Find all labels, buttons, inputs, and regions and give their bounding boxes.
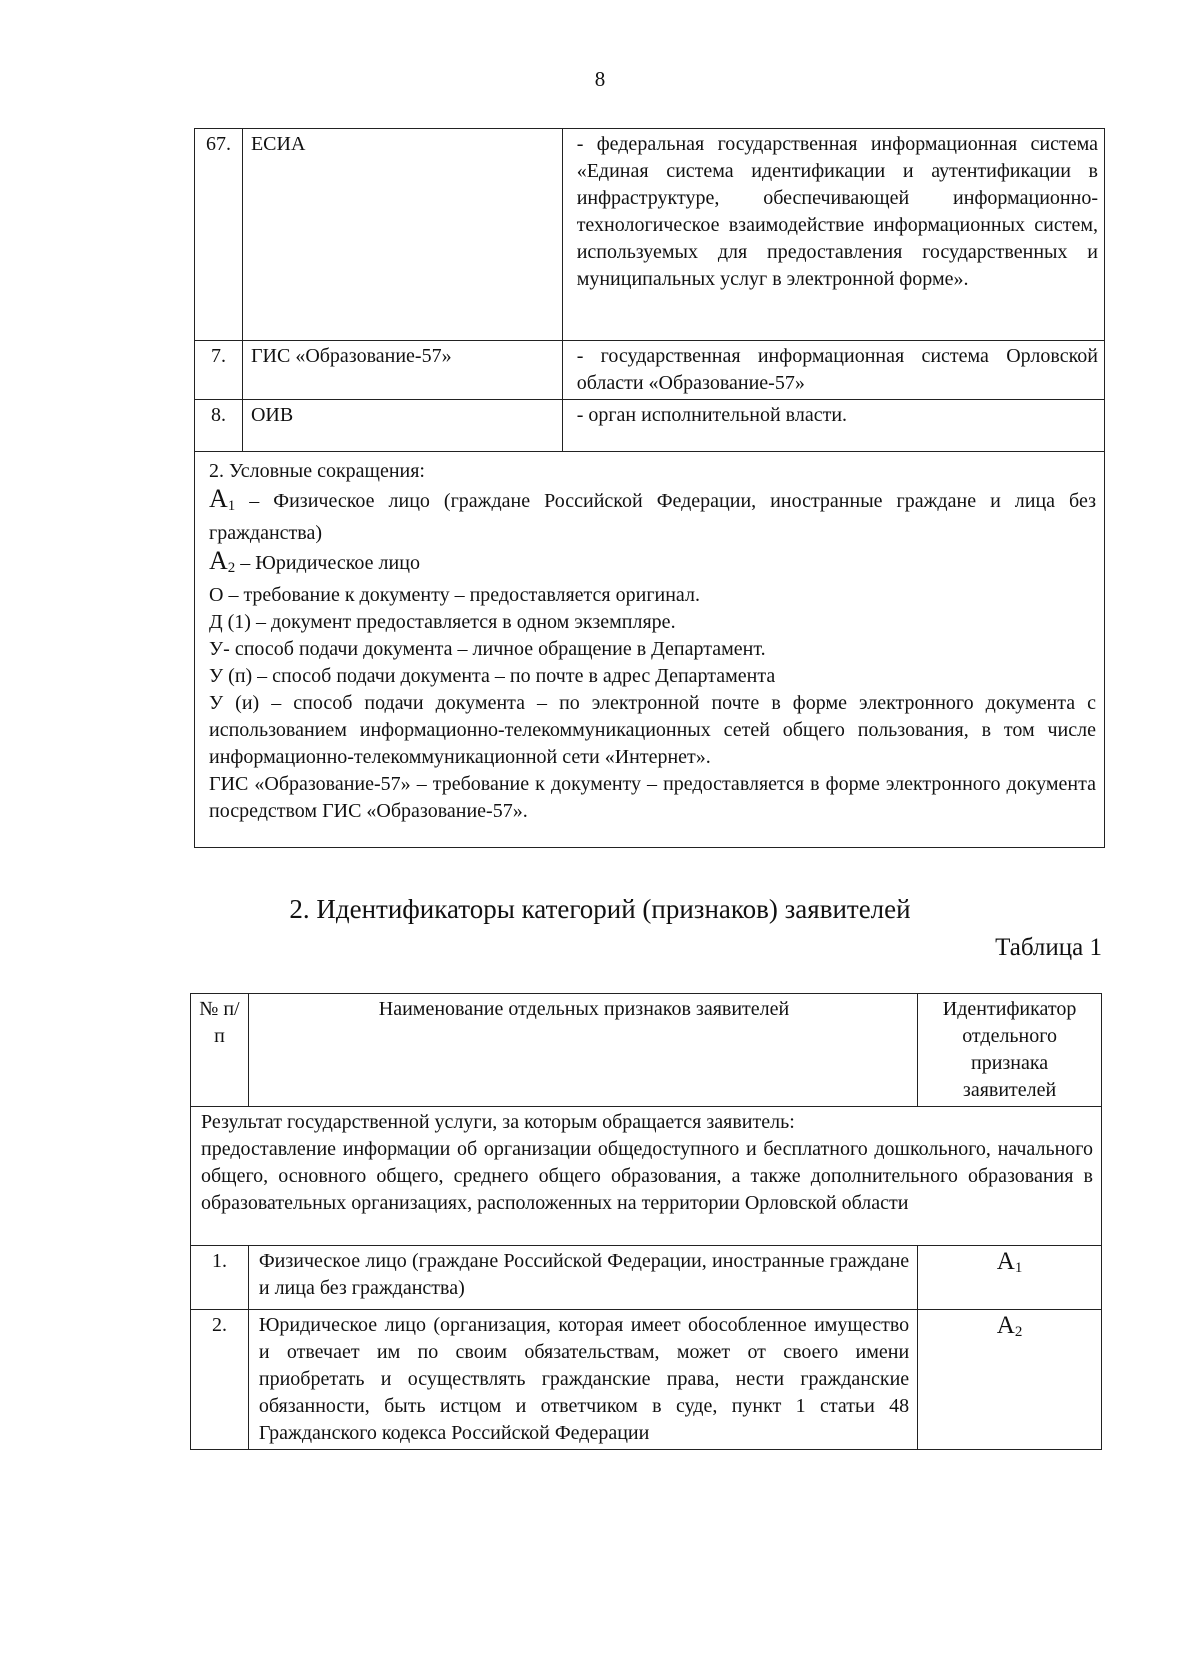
service-result-label: Результат государственной услуги, за которым обращается заявитель: bbox=[201, 1111, 795, 1133]
abbreviation-definition: - орган исполнительной власти. bbox=[562, 400, 1104, 452]
notes-heading: 2. Условные сокращения: bbox=[209, 460, 425, 482]
section-title: 2. Идентификаторы категорий (признаков) заявителей bbox=[289, 894, 911, 924]
code-letter: А bbox=[209, 546, 228, 575]
table-row bbox=[195, 341, 1105, 400]
note-line: ГИС «Образование-57» – требование к документу – предоставляется в форме электронного документа посредством ГИС «Образование-57». bbox=[209, 773, 1096, 822]
row-number: 7. bbox=[195, 341, 243, 400]
abbreviation-definition: - федеральная государственная информационная система «Единая система идентификации и аутентификации в инфраструктуре, обеспечивающей информационно-технологическое взаимодействие информационных систем, используемых для предоставления государственных и муниципальных услуг в электронной форме». bbox=[562, 129, 1104, 341]
category-identifier bbox=[918, 1310, 1102, 1450]
row-number: 67. bbox=[195, 129, 243, 341]
note-a2 bbox=[209, 547, 1096, 582]
note-a1 bbox=[209, 485, 1096, 547]
row-number: 2. bbox=[191, 1310, 249, 1450]
code-letter: А bbox=[996, 1312, 1015, 1339]
table-row bbox=[195, 400, 1105, 452]
note-text: – Физическое лицо (граждане Российской Федерации, иностранные граждане и лица без гражданства) bbox=[209, 490, 1096, 544]
row-number: 8. bbox=[195, 400, 243, 452]
service-result bbox=[191, 1107, 1102, 1246]
header-num: № п/п bbox=[191, 994, 249, 1107]
abbreviation-term: ЕСИА bbox=[242, 129, 562, 341]
code-subscript: 2 bbox=[1014, 1324, 1023, 1340]
abbreviation-notes bbox=[195, 452, 1105, 848]
note-line: Д (1) – документ предоставляется в одном экземпляре. bbox=[209, 611, 676, 633]
table-caption: Таблица 1 bbox=[995, 934, 1102, 961]
note-line: О – требование к документу – предоставляется оригинал. bbox=[209, 584, 700, 606]
note-line: У (п) – способ подачи документа – по почте в адрес Департамента bbox=[209, 665, 776, 687]
code-subscript: 1 bbox=[1014, 1260, 1023, 1276]
header-identifier: Идентификатор отдельного признака заявителей bbox=[918, 994, 1102, 1107]
service-result-detail: предоставление информации об организации общедоступного и бесплатного дошкольного, начального общего, основного общего, среднего общего образования, а также дополнительного образования в образовательных организациях, расположенных на территории Орловской области bbox=[201, 1138, 1093, 1214]
note-line: У (и) – способ подачи документа – по электронной почте в форме электронного документа с использованием информационно-телекоммуникационных сетей общего пользования, в том числе информационно-телекоммуникационной сети «Интернет». bbox=[209, 692, 1096, 768]
table-row bbox=[191, 1246, 1102, 1310]
applicant-category: Юридическое лицо (организация, которая имеет обособленное имущество и отвечает им по своим обязательствам, может от своего имени приобретать и осуществлять гражданские права, нести гражданские обязанности, быть истцом и ответчиком в суде, пункт 1 статьи 48 Гражданского кодекса Российской Федерации bbox=[248, 1310, 917, 1450]
page-number: 8 bbox=[594, 67, 606, 91]
code-letter: А bbox=[996, 1248, 1015, 1275]
abbreviation-definition: - государственная информационная система Орловской области «Образование-57» bbox=[562, 341, 1104, 400]
table-row bbox=[191, 1310, 1102, 1450]
applicant-category: Физическое лицо (граждане Российской Федерации, иностранные граждане и лица без гражданства) bbox=[248, 1246, 917, 1310]
table-row bbox=[195, 129, 1105, 341]
identifiers-table bbox=[190, 993, 1102, 1450]
abbreviation-term: ГИС «Образование-57» bbox=[242, 341, 562, 400]
notes-row bbox=[195, 452, 1105, 848]
code-letter: А bbox=[209, 484, 228, 513]
table-header-row bbox=[191, 994, 1102, 1107]
code-subscript: 2 bbox=[227, 560, 236, 576]
abbreviations-table bbox=[194, 128, 1105, 848]
result-row bbox=[191, 1107, 1102, 1246]
abbreviation-term: ОИВ bbox=[242, 400, 562, 452]
header-name: Наименование отдельных признаков заявителей bbox=[248, 994, 917, 1107]
row-number: 1. bbox=[191, 1246, 249, 1310]
note-line: У- способ подачи документа – личное обращение в Департамент. bbox=[209, 638, 766, 660]
category-identifier bbox=[918, 1246, 1102, 1310]
note-text: – Юридическое лицо bbox=[235, 552, 420, 574]
code-subscript: 1 bbox=[227, 498, 236, 514]
